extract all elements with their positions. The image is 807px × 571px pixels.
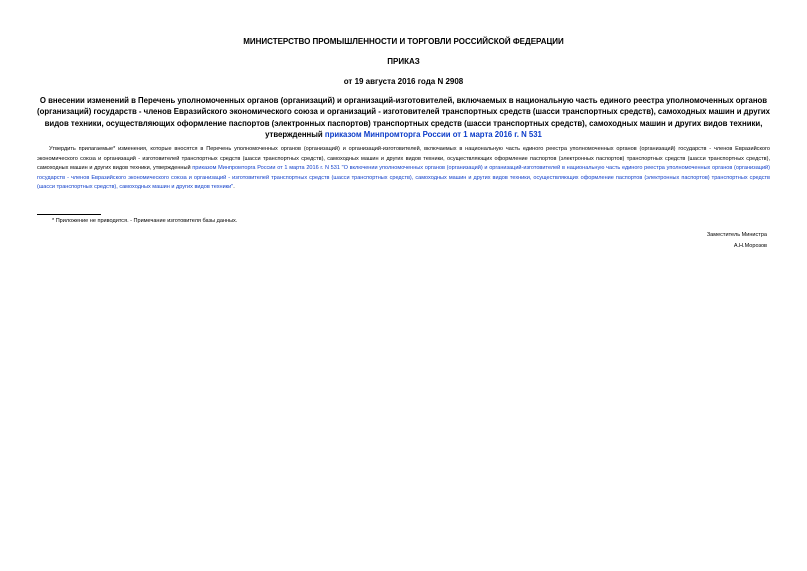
order-title-link[interactable]: приказом Минпромторга России от 1 марта 2016 г. N 531: [324, 129, 542, 139]
order-body-link[interactable]: приказом Минпромторга России от 1 марта 2016 г. N 531 "О включении уполномоченных органов (организаций) и организаций-изготовителей в национальную часть единого реестра уполномоченных органов (организаций) государств - членов Евразийского экономического союза и организаций - изготовителей транспортных средств (шасси транспортных средств), самоходных машин и других видов техники, осуществляющих оформление паспортов (электронных паспортов) транспортных средств (шасси транспортных средств), самоходных машин и других видов техники": [37, 165, 771, 191]
signature-position: Заместитель Министра: [706, 232, 767, 238]
footnote-divider: [37, 214, 101, 215]
order-date: от 19 августа 2016 года N 2908: [343, 77, 464, 86]
signature-block: [707, 230, 767, 252]
order-body-end: .: [233, 184, 235, 191]
signature-name: А.Н.Морозов: [733, 243, 767, 249]
order-type: ПРИКАЗ: [387, 57, 420, 66]
order-body: [37, 145, 770, 193]
ministry-name: МИНИСТЕРСТВО ПРОМЫШЛЕННОСТИ И ТОРГОВЛИ РОССИЙСКОЙ ФЕДЕРАЦИИ: [243, 37, 564, 46]
order-body-text: Утвердить прилагаемые* изменения, которые вносятся в Перечень уполномоченных органов (организаций) и организаций-изготовителей, включаемых в национальную часть единого реестра уполномоченных органов (организаций) государств - членов Евразийского экономического союза и организаций - изготовителей транспортных средств (шасси транспортных средств), самоходных машин и других видов техники, осуществляющих оформление паспортов (электронных паспортов) транспортных средств (шасси транспортных средств), самоходных машин и других видов техники, утвержденный: [37, 146, 770, 172]
order-title: [30, 95, 777, 140]
order-title-text: О внесении изменений в Перечень уполномоченных органов (организаций) и организаций-изготовителей, включаемых в национальную часть единого реестра уполномоченных органов (организаций) государств - членов Евразийского экономического союза и организаций - изготовителей транспортных средств (шасси транспортных средств), самоходных машин и других видов техники, осуществляющих оформление паспортов (электронных паспортов) транспортных средств (шасси транспортных средств), самоходных машин и других видов техники, утвержденный: [37, 96, 770, 139]
footnote: * Приложение не приводится. - Примечание изготовителя базы данных.: [52, 218, 238, 224]
